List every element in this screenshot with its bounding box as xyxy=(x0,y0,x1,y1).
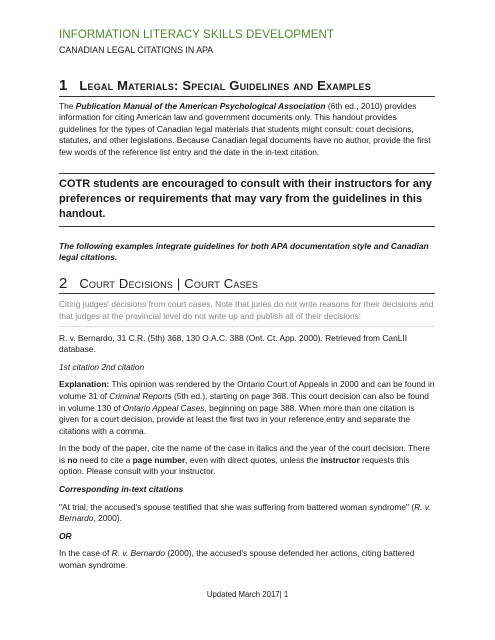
quote-text-2: , 2000). xyxy=(93,513,122,524)
reference-entry: R. v. Bernardo, 31 C.R. (5th) 368, 130 O.A.C. 388 (Ont. Ct. App. 2000). Retrieved from CanLII database. xyxy=(59,332,408,355)
page-footer: Updated March 2017| 1 xyxy=(206,590,289,599)
quote-case-name: R. v. Bernardo xyxy=(59,501,431,524)
section-1-title: Legal Materials: Special Guidelines and Examples xyxy=(79,78,371,93)
ontario-appeal-cases: Ontario Appeal Cases xyxy=(122,402,205,413)
manual-title: Publication Manual of the American Psychological Association xyxy=(75,100,326,111)
section-1-intro xyxy=(59,101,435,159)
cotr-note: COTR students are encouraged to consult with their instructors for any preferences or requirements that may vary from the guidelines in this handout. xyxy=(59,173,435,227)
header-title: INFORMATION LITERACY SKILLS DEVELOPMENT xyxy=(59,29,335,41)
citation-label: 1st citation 2nd citation xyxy=(59,361,145,372)
intext-label: Corresponding in-text citations xyxy=(59,484,184,495)
examples-note: The following examples integrate guidelines for both APA documentation style and Canadian legal citations. xyxy=(59,240,429,263)
explanation-text-2: (5th ed.), starting on page 368. This court decision can also be found in volume 130 of xyxy=(59,390,429,413)
section-1-heading xyxy=(59,77,435,97)
section-2-number: 2 xyxy=(59,274,68,292)
case-name: R. v. Bernardo xyxy=(111,548,165,559)
explanation-text-3: , beginning on page 388. When more than one citation is given for a court decision, provide at least the first two in your reference entry and separate the citations with a comma. xyxy=(59,402,415,436)
intro-rest: (6th ed., 2010) provides information for citing American law and government documents only. This handout provides guidelines for the types of Canadian legal materials that students might consult: court decisions, statutes, and other legislations. Because Canadian legal documents have no author, provide the first few words of the reference list entry and the date in the in-text citation. xyxy=(59,100,431,157)
quote-text-1: "At trial, the accused's spouse testified that she was suffering from battered woman syndrome" ( xyxy=(59,501,415,512)
body-paragraph xyxy=(59,443,435,478)
body-bold-no: no xyxy=(67,454,78,465)
case-paragraph xyxy=(59,548,435,571)
section-2-heading xyxy=(59,274,435,295)
or-label: OR xyxy=(59,530,72,541)
case-text-1: In the case of xyxy=(59,548,112,559)
header-subtitle: CANADIAN LEGAL CITATIONS IN APA xyxy=(59,45,214,55)
quote-paragraph xyxy=(59,502,435,525)
body-text-2: need to cite a xyxy=(77,454,133,465)
body-text-4: requests this option. Please consult with your instructor. xyxy=(59,454,410,477)
explanation-text-1: This opinion was rendered by the Ontario Court of Appeals in 2000 and can be found in volume 31 of xyxy=(59,379,435,401)
body-bold-page-number: page number xyxy=(132,454,186,465)
section-2-subtitle: Citing judges' decisions from court cases. Note that juries do not write reasons for their decisions and that judges at the provincial level do not write up and publish all of their decisions. xyxy=(59,299,435,326)
explanation-paragraph xyxy=(59,379,435,437)
body-bold-instructor: instructor xyxy=(320,454,360,465)
intro-lead: The xyxy=(59,100,76,111)
case-text-2: (2000), the accused's spouse defended her actions, citing battered woman syndrome. xyxy=(59,548,415,571)
page-content xyxy=(59,77,435,578)
section-2-title: Court Decisions | Court Cases xyxy=(79,275,259,291)
body-text-1: In the body of the paper, cite the name of the case in italics and the year of the court decision. There is xyxy=(59,443,430,465)
body-text-3: , even with direct quotes, unless the xyxy=(185,454,321,465)
criminal-reports: Criminal Reports xyxy=(109,390,172,401)
section-1-number: 1 xyxy=(59,77,68,94)
explanation-label: Explanation: xyxy=(59,379,110,390)
